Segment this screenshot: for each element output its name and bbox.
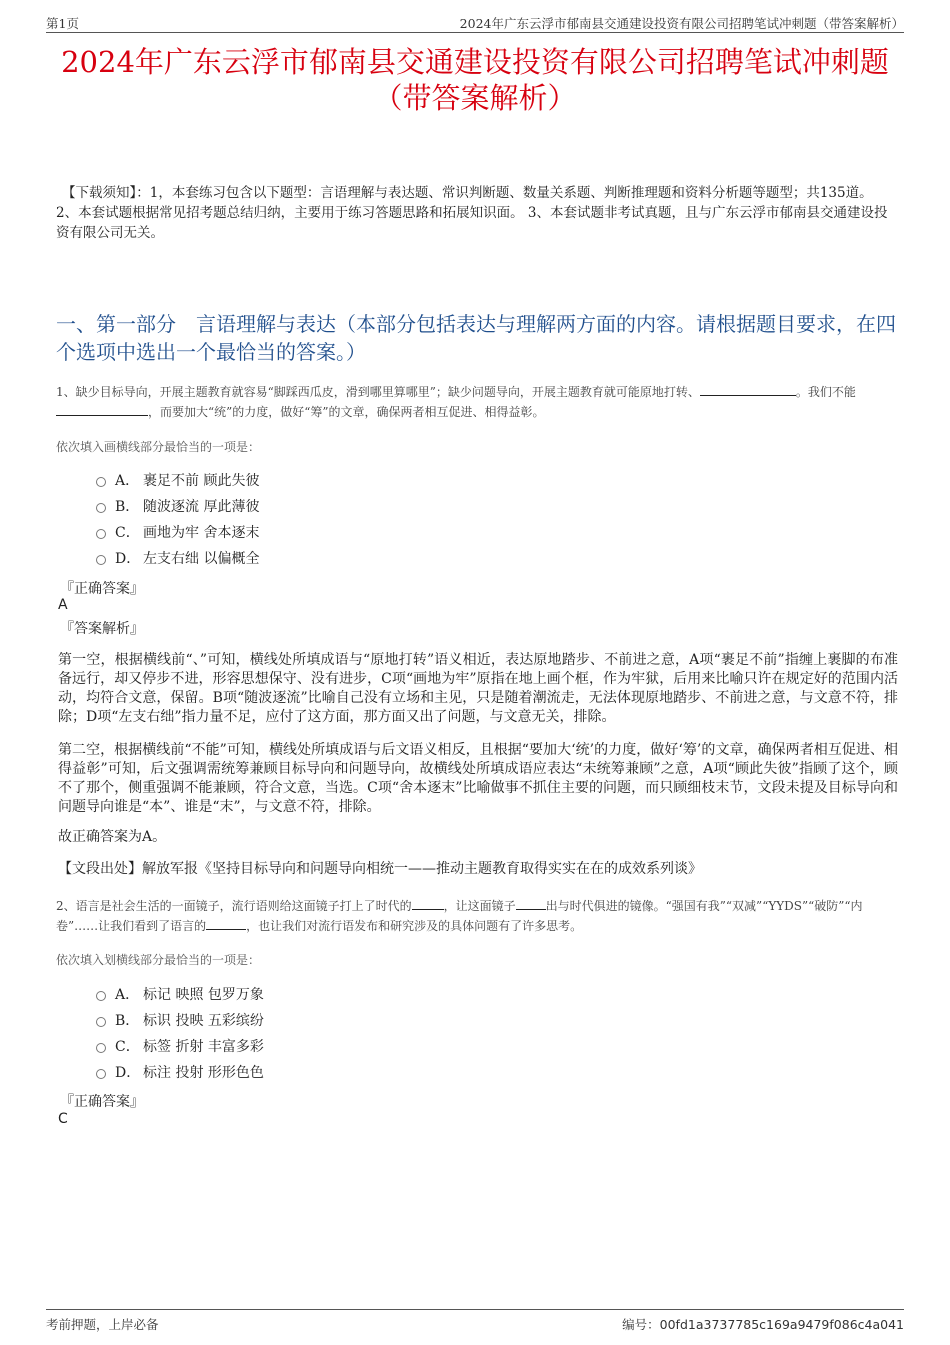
correct-answer: C bbox=[58, 1111, 68, 1127]
footer-slogan: 考前押题，上岸必备 bbox=[46, 1317, 159, 1332]
radio-icon[interactable] bbox=[96, 1017, 106, 1027]
section-heading: 一、第一部分 言语理解与表达（本部分包括表达与理解两方面的内容。请根据题目要求，在四个选项中选出一个最恰当的答案。） bbox=[56, 312, 896, 364]
option-d[interactable]: D． 标注 投射 形形色色 bbox=[96, 1059, 264, 1085]
blank-line bbox=[516, 897, 546, 910]
question-1-options bbox=[96, 467, 259, 571]
page-header bbox=[46, 12, 904, 33]
blank-line bbox=[412, 897, 444, 910]
question-2-options bbox=[96, 981, 264, 1085]
radio-icon[interactable] bbox=[96, 1043, 106, 1053]
blank-line bbox=[56, 403, 148, 416]
option-a[interactable]: A． 裹足不前 顾此失彼 bbox=[96, 467, 259, 493]
option-c[interactable]: C． 标签 折射 丰富多彩 bbox=[96, 1033, 264, 1059]
radio-icon[interactable] bbox=[96, 1069, 106, 1079]
analysis-paragraph-1: 第一空，根据横线前“、”可知，横线处所填成语与“原地打转”语义相近，表达原地踏步、不前进之意，A项“裹足不前”指缠上裹脚的布准备远行，却又停步不进，形容思想保守、没有进步，C项“画地为牢”原指在地上画个框，作为牢狱，后用来比喻只许在规定好的范围内活动，均符合文意，保留。B项“随波逐流”比喻自己没有立场和主见，只是随着潮流走，无法体现原地踏步、不前进之意，与文意不符，排除；D项“左支右绌”指力量不足，应付了这方面，那方面又出了问题，与文意无关，排除。 bbox=[58, 652, 898, 725]
footer-code: 编号：00fd1a3737785c169a9479f086c4a041 bbox=[622, 1317, 904, 1332]
header-doc-title: 2024年广东云浮市郁南县交通建设投资有限公司招聘笔试冲刺题（带答案解析） bbox=[459, 16, 904, 31]
radio-icon[interactable] bbox=[96, 529, 106, 539]
page-footer bbox=[46, 1309, 904, 1334]
option-b[interactable]: B． 标识 投映 五彩缤纷 bbox=[96, 1007, 264, 1033]
analysis-paragraph-2: 第二空，根据横线前“不能”可知，横线处所填成语与后文语义相反，且根据“要加大‘统’的力度，做好‘筹’的文章，确保两者相互促进、相得益彰”可知，后文强调需统筹兼顾目标导向和问题导向，故横线处所填成语应表达“未统筹兼顾”之意，A项“顾此失彼”指顾了这个，顾不了那个，侧重强调不能兼顾，符合文意，当选。C项“舍本逐末”比喻做事不抓住主要的问题，而只顾细枝末节，文段未提及目标导向和问题导向谁是“本”、谁是“末”，与文意不符，排除。 bbox=[58, 742, 898, 815]
radio-icon[interactable] bbox=[96, 503, 106, 513]
radio-icon[interactable] bbox=[96, 477, 106, 487]
passage-source: 【文段出处】解放军报《坚持目标导向和问题导向相统一——推动主题教育取得实实在在的成效系列谈》 bbox=[58, 861, 702, 877]
page-number: 第1页 bbox=[46, 16, 79, 31]
question-1-prompt: 依次填入画横线部分最恰当的一项是： bbox=[56, 440, 261, 454]
analysis-label: 『答案解析』 bbox=[60, 621, 144, 637]
download-notice: 【下载须知】：1，本套练习包含以下题型：言语理解与表达题、常识判断题、数量关系题、判断推理题和资料分析题等题型；共135道。 2、本套试题根据常见招考题总结归纳，主要用于练习答题思路和拓展知识面。 3、本套试题非考试真题，且与广东云浮市郁南县交通建设投资有限公司无关。 bbox=[56, 185, 888, 241]
analysis-conclusion: 故正确答案为A。 bbox=[58, 829, 167, 845]
question-2-prompt: 依次填入划横线部分最恰当的一项是： bbox=[56, 953, 261, 967]
blank-line bbox=[700, 383, 796, 396]
option-d[interactable]: D． 左支右绌 以偏概全 bbox=[96, 545, 259, 571]
question-2-text: 2、语言是社会生活的一面镜子，流行语则给这面镜子打上了时代的 ，让这面镜子 出与时代俱进的镜像。“强国有我”“双减”“YYDS”“破防”“内卷”……让我们看到了语言的 ，也让我们对流行语发布和研究涉及的具体问题有了许多思考。 bbox=[56, 899, 863, 933]
option-a[interactable]: A． 标记 映照 包罗万象 bbox=[96, 981, 264, 1007]
blank-line bbox=[206, 917, 246, 930]
option-c[interactable]: C． 画地为牢 舍本逐末 bbox=[96, 519, 259, 545]
radio-icon[interactable] bbox=[96, 991, 106, 1001]
correct-answer-label: 『正确答案』 bbox=[60, 581, 144, 597]
option-b[interactable]: B． 随波逐流 厚此薄彼 bbox=[96, 493, 259, 519]
question-1-text: 1、缺少目标导向，开展主题教育就容易“脚踩西瓜皮，滑到哪里算哪里”；缺少问题导向，开展主题教育就可能原地打转、 。我们不能，而要加大“统”的力度，做好“筹”的文章，确保两者相互促进、相得益彰。 bbox=[56, 385, 856, 419]
page-title: 2024年广东云浮市郁南县交通建设投资有限公司招聘笔试冲刺题（带答案解析） bbox=[61, 45, 889, 115]
radio-icon[interactable] bbox=[96, 555, 106, 565]
correct-answer-label: 『正确答案』 bbox=[60, 1094, 144, 1110]
correct-answer: A bbox=[58, 597, 68, 613]
